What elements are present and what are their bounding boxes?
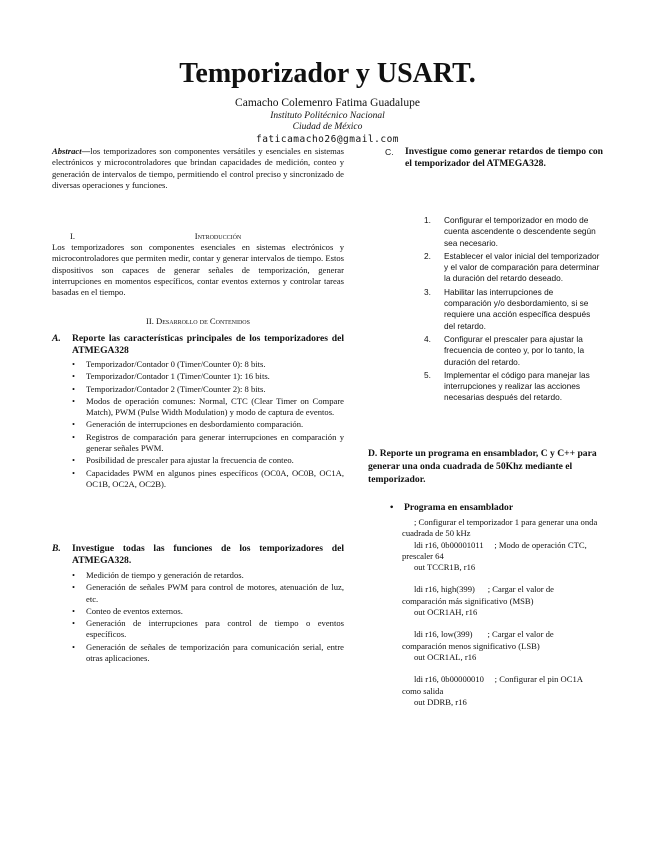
list-item: • Temporizador/Contador 2 (Timer/Counter 2): 8 bits. [52,384,344,395]
list-item: • Generación de interrupciones en desbordamiento comparación. [52,419,344,430]
list-item: • Temporizador/Contador 0 (Timer/Counter 0): 8 bits. [52,359,344,370]
list-item: • Registros de comparación para generar interrupciones en comparación y generar señales PWM. [52,432,344,455]
section-d-subheading: • Programa en ensamblador [390,502,514,513]
code-line: out DDRB, r16 [414,696,467,707]
code-line: ldi r16, 0b00000010 ; Configurar el pin OC1A como salida [402,674,585,696]
section-a [52,333,344,491]
section-d-heading: D. Reporte un programa en ensamblador, C y C++ para generar una onda cuadrada de 50Khz mediante el temporizador. [368,448,597,485]
list-item: 3. Habilitar las interrupciones de comparación y/o desbordamiento, si se requiere una acción específica después del retardo. [424,286,591,331]
abstract [52,146,344,191]
development-heading: II. Desarrollo de Contenidos [146,316,250,326]
abstract-text: los temporizadores son componentes versátiles y esenciales en sistemas electrónicos y microcontroladores que brindan capacidades de medición, conteo y generación de intervalos de tiempo, permitiendo el control preciso y sincronizado de diversas operaciones y funciones. [52,146,344,190]
section-a-list [52,359,344,490]
list-item: • Medición de tiempo y generación de retardos. [52,570,344,581]
list-item: • Generación de interrupciones para control de tiempo o eventos específicos. [52,618,344,641]
list-item: • Capacidades PWM en algunos pines específicos (OC0A, OC0B, OC1A, OC1B, OC2A, OC2B). [52,468,344,491]
assembly-code [402,517,600,708]
section-a-heading: A. Reporte las características principales de los temporizadores del ATMEGA328 [52,333,344,356]
list-item: 2. Establecer el valor inicial del temporizador y el valor de comparación para determinar la duración del retardo deseado. [424,250,600,284]
list-item: 5. Implementar el código para manejar las interrupciones y realizar las acciones necesarias después del retardo. [424,369,590,403]
list-item: • Generación de señales de temporización para comunicación serial, entre otras aplicaciones. [52,642,344,665]
abstract-label: Abstract— [52,146,91,156]
code-line: ; Configurar el temporizador 1 para generar una onda cuadrada de 50 kHz [402,517,598,539]
intro-numeral: I. [70,231,76,241]
list-item: • Posibilidad de prescaler para ajustar la frecuencia de conteo. [52,455,344,466]
code-line: out TCCR1B, r16 [414,562,476,573]
list-item: • Temporizador/Contador 1 (Timer/Counter 1): 16 bits. [52,371,344,382]
section-c-steps [424,213,602,406]
city: Ciudad de México [292,122,363,132]
code-line: ldi r16, low(399) ; Cargar el valor de comparación menos significativo (LSB) [402,629,556,651]
list-item: • Modos de operación comunes: Normal, CTC (Clear Timer on Compare Match), PWM (Pulse Width Modulation) y modo de captura de eventos. [52,396,344,419]
numbered-list [424,215,602,404]
intro-text: Los temporizadores son componentes esenciales en sistemas electrónicos y microcontroladores que permiten medir, contar y generar intervalos de tiempo. Estos dispositivos son capaces de generar señales de temporización, generar interrupciones en momentos específicos, contar eventos externos y controlar tareas basadas en el tiempo. [52,242,344,298]
author-email: faticamacho26@gmail.com [255,134,400,145]
author-name: Camacho Colemenro Fatima Guadalupe [235,97,420,109]
list-item: • Generación de señales PWM para control de motores, atenuación de luz, etc. [52,582,344,605]
code-line: out OCR1AH, r16 [414,607,478,618]
institution: Instituto Politécnico Nacional [270,111,385,121]
section-b [52,543,344,665]
code-line: ldi r16, 0b00001011 ; Modo de operación CTC, prescaler 64 [402,539,589,561]
intro-heading: I. Introducción [70,231,242,241]
section-b-list [52,570,344,664]
list-item: • Conteo de eventos externos. [52,606,344,617]
section-c [385,146,603,170]
list-item: 1. Configurar el temporizador en modo de cuenta ascendente o descendente según sea necesario. [424,215,596,248]
code-line: ldi r16, high(399) ; Cargar el valor de comparación más significativo (MSB) [402,584,557,606]
section-b-heading: B. Investigue todas las funciones de los temporizadores del ATMEGA328. [52,543,344,566]
code-line: out OCR1AL, r16 [414,651,477,662]
section-c-heading: C. Investigue como generar retardos de tiempo con el temporizador del ATMEGA328. [385,146,603,169]
list-item: 4. Configurar el prescaler para ajustar la frecuencia de conteo y, por lo tanto, la duración del retardo. [424,333,585,367]
paper-title: Temporizador y USART. [179,58,476,89]
